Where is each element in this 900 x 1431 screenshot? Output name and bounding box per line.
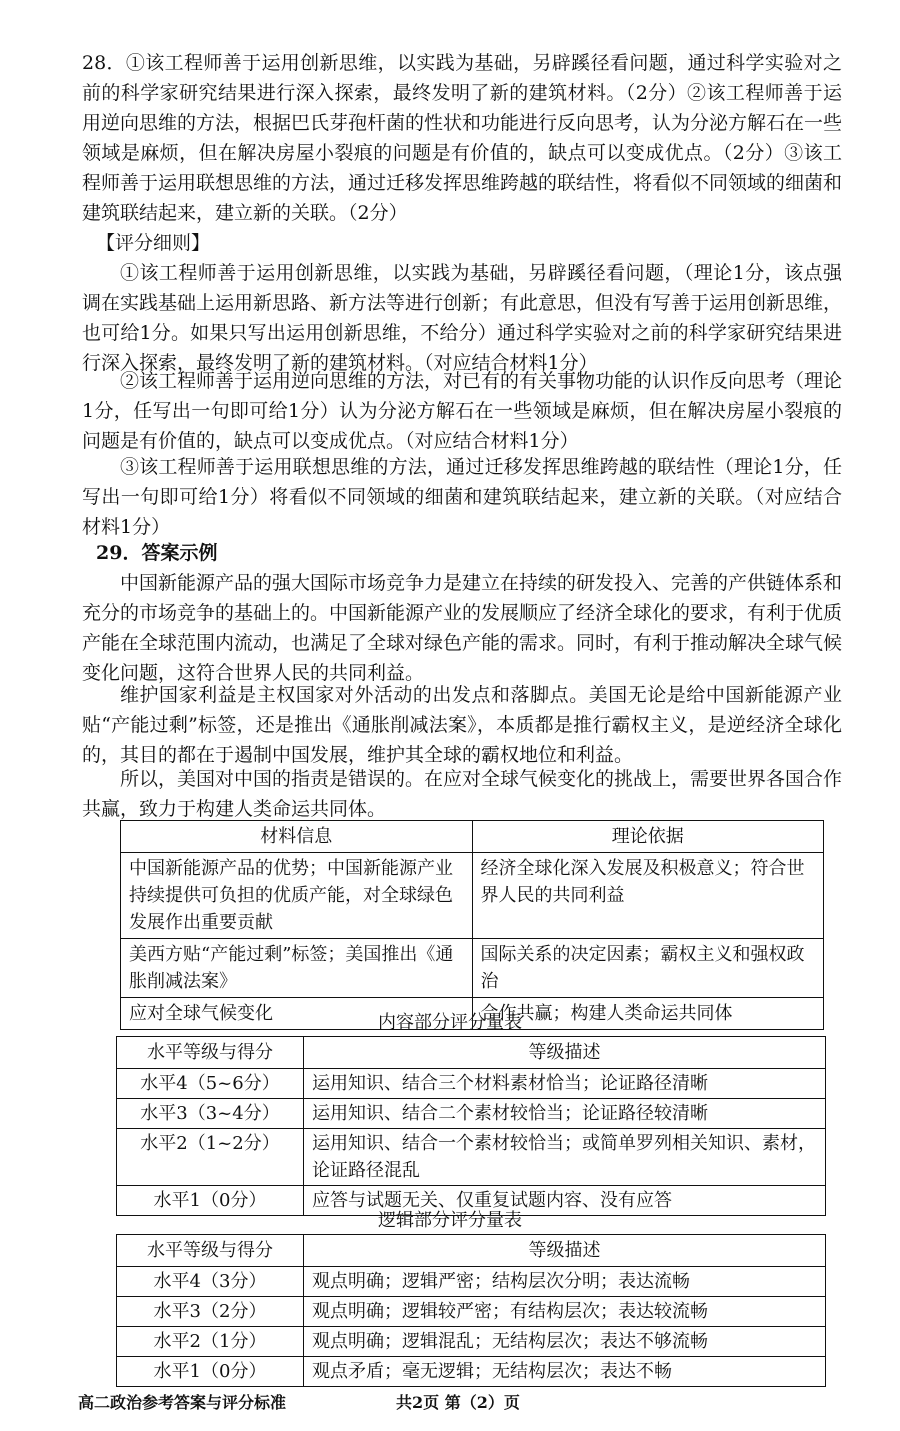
table-cell: 运用知识、结合二个素材较恰当；论证路径较清晰	[304, 1099, 826, 1129]
table-cell: 国际关系的决定因素；霸权主义和强权政治	[472, 939, 824, 998]
q29-paragraph-3: 所以，美国对中国的指责是错误的。在应对全球气候变化的挑战上，需要世界各国合作共赢，致力于构建人类命运共同体。	[82, 768, 843, 820]
column-header: 水平等级与得分	[117, 1235, 304, 1267]
table-cell: 观点明确；逻辑混乱；无结构层次；表达不够流畅	[304, 1327, 826, 1357]
column-header: 等级描述	[304, 1037, 826, 1069]
table-cell: 水平2（1分）	[117, 1327, 304, 1357]
table-cell: 经济全球化深入发展及积极意义；符合世界人民的共同利益	[472, 853, 824, 939]
table-cell: 水平1（0分）	[117, 1357, 304, 1387]
footer-document-title: 高二政治参考答案与评分标准	[78, 1393, 287, 1412]
footer-page-number: 共2页 第（2）页	[396, 1393, 520, 1412]
table-row	[117, 1099, 826, 1129]
logic-scoring-table	[116, 1234, 826, 1387]
table-cell: 美西方贴“产能过剩”标签；美国推出《通胀削减法案》	[121, 939, 473, 998]
table-cell: 中国新能源产品的优势；中国新能源产业持续提供可负担的优质产能，对全球绿色发展作出重要贡献	[121, 853, 473, 939]
q29-heading: 29．答案示例	[96, 542, 218, 564]
table-cell: 水平2（1~2分）	[117, 1129, 304, 1186]
content-table-caption: 内容部分评分量表	[378, 1012, 522, 1033]
table-cell: 水平3（2分）	[117, 1297, 304, 1327]
table-cell: 水平4（5~6分）	[117, 1069, 304, 1099]
table-cell: 观点明确；逻辑严密；结构层次分明；表达流畅	[304, 1267, 826, 1297]
table-row	[121, 853, 824, 939]
table-cell: 观点明确；逻辑较严密；有结构层次；表达较流畅	[304, 1297, 826, 1327]
column-header: 理论依据	[472, 821, 824, 853]
material-theory-table	[120, 820, 824, 1030]
table-cell: 水平4（3分）	[117, 1267, 304, 1297]
q29-paragraph-2: 维护国家利益是主权国家对外活动的出发点和落脚点。美国无论是给中国新能源产业贴“产能过剩”标签，还是推出《通胀削减法案》，本质都是推行霸权主义，是逆经济全球化的，其目的都在于遏制中国发展，维护其全球的霸权地位和利益。	[82, 684, 842, 766]
rubric-item-2: ②该工程师善于运用逆向思维的方法，对已有的有关事物功能的认识作反向思考（理论1分，任写出一句即可给1分）认为分泌方解石在一些领域是麻烦，但在解决房屋小裂痕的问题是有价值的，缺点可以变成优点。（对应结合材料1分）	[82, 370, 843, 452]
table-header-row	[121, 821, 824, 853]
table-header-row	[117, 1037, 826, 1069]
table-row	[117, 1267, 826, 1297]
table-row	[117, 1327, 826, 1357]
table-header-row	[117, 1235, 826, 1267]
table-cell: 应答与试题无关、仅重复试题内容、没有应答	[304, 1186, 826, 1216]
table-cell: 合作共赢；构建人类命运共同体	[472, 998, 824, 1030]
table-cell: 应对全球气候变化	[121, 998, 473, 1030]
table-row	[117, 1357, 826, 1387]
table-cell: 运用知识、结合三个材料素材恰当；论证路径清晰	[304, 1069, 826, 1099]
rubric-heading: 【评分细则】	[96, 232, 211, 254]
table-row	[117, 1129, 826, 1186]
table-cell: 水平1（0分）	[117, 1186, 304, 1216]
q28-answer: 28．①该工程师善于运用创新思维，以实践为基础，另辟蹊径看问题，通过科学实验对之前的科学家研究结果进行深入探索，最终发明了新的建筑材料。（2分）②该工程师善于运用逆向思维的方法，根据巴氏芽孢杆菌的性状和功能进行反向思考，认为分泌方解石在一些领域是麻烦，但在解决房屋小裂痕的问题是有价值的，缺点可以变成优点。（2分）③该工程师善于运用联想思维的方法，通过迁移发挥思维跨越的联结性，将看似不同领域的细菌和建筑联结起来，建立新的关联。（2分）	[82, 52, 843, 224]
table-row	[117, 1297, 826, 1327]
rubric-item-3: ③该工程师善于运用联想思维的方法，通过迁移发挥思维跨越的联结性（理论1分，任写出一句即可给1分）将看似不同领域的细菌和建筑联结起来，建立新的关联。（对应结合材料1分）	[82, 456, 842, 538]
table-cell: 运用知识、结合一个素材较恰当；或简单罗列相关知识、素材，论证路径混乱	[304, 1129, 826, 1186]
rubric-item-1: ①该工程师善于运用创新思维，以实践为基础，另辟蹊径看问题，（理论1分，该点强调在实践基础上运用新思路、新方法等进行创新；有此意思，但没有写善于运用创新思维，也可给1分。如果只写出运用创新思维，不给分）通过科学实验对之前的科学家研究结果进行深入探索，最终发明了新的建筑材料。（对应结合材料1分）	[82, 262, 843, 374]
column-header: 等级描述	[304, 1235, 826, 1267]
logic-table-caption: 逻辑部分评分量表	[378, 1210, 522, 1231]
table-row	[117, 1069, 826, 1099]
table-cell: 观点矛盾；毫无逻辑；无结构层次；表达不畅	[304, 1357, 826, 1387]
table-row	[121, 939, 824, 998]
table-cell: 水平3（3~4分）	[117, 1099, 304, 1129]
column-header: 水平等级与得分	[117, 1037, 304, 1069]
q29-paragraph-1: 中国新能源产品的强大国际市场竞争力是建立在持续的研发投入、完善的产供链体系和充分的市场竞争的基础上的。中国新能源产业的发展顺应了经济全球化的要求，有利于优质产能在全球范围内流动，也满足了全球对绿色产能的需求。同时，有利于推动解决全球气候变化问题，这符合世界人民的共同利益。	[82, 572, 843, 684]
column-header: 材料信息	[121, 821, 473, 853]
content-scoring-table	[116, 1036, 826, 1216]
